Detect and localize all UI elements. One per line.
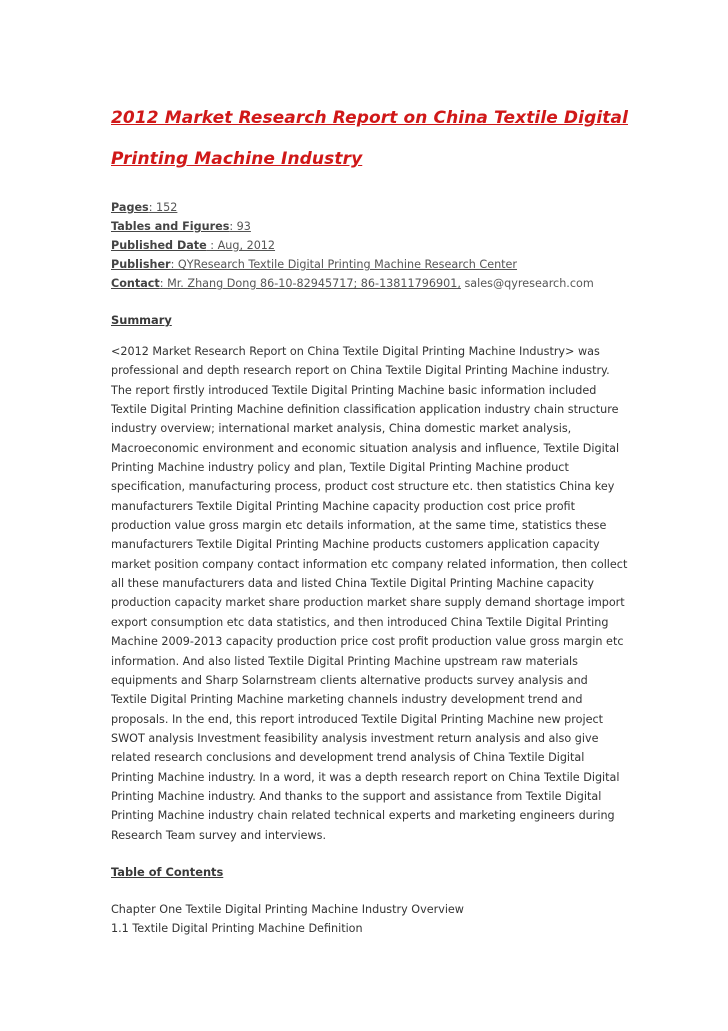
summary-line: Printing Machine industry chain related technical experts and marketing engineers during: [111, 809, 615, 823]
tables-figures-value: : 93: [229, 220, 251, 233]
summary-line: proposals. In the end, this report introduced Textile Digital Printing Machine new project: [111, 712, 603, 726]
summary-line: information. And also listed Textile Digital Printing Machine upstream raw materials: [111, 654, 578, 668]
document-title: [111, 98, 626, 180]
pages-label: Pages: [111, 201, 149, 214]
summary-line: Macroeconomic environment and economic situation analysis and influence, Textile Digital: [111, 441, 620, 455]
summary-line: Research Team survey and interviews.: [111, 828, 327, 842]
summary-text: [111, 342, 626, 845]
report-metadata: [111, 198, 626, 293]
pages-row: [111, 198, 626, 217]
published-date-row: [111, 236, 626, 255]
summary-line: specification, manufacturing process, product cost structure etc. then statistics China key: [111, 480, 615, 494]
published-date-label: Published Date: [111, 239, 207, 252]
summary-line: <2012 Market Research Report on China Textile Digital Printing Machine Industry> was: [111, 345, 600, 358]
summary-line: all these manufacturers data and listed China Textile Digital Printing Machine capacity: [111, 577, 595, 591]
toc-entry: 1.1 Textile Digital Printing Machine Definition: [111, 921, 363, 935]
document-content: [111, 98, 626, 938]
summary-line: related research conclusions and development trend analysis of China Textile Digital: [111, 751, 585, 765]
summary-line: export consumption etc data statistics, and then introduced China Textile Digital Printing: [111, 615, 609, 629]
summary-line: equipments and Sharp Solarnstream clients alternative products survey analysis and: [111, 673, 588, 687]
contact-value: : Mr. Zhang Dong 86-10-82945717; 86-13811796901,: [159, 277, 461, 290]
table-of-contents: [111, 900, 626, 938]
contact-row: [111, 274, 626, 293]
document-title-line-2: Printing Machine Industry: [111, 149, 363, 169]
pages-value: : 152: [148, 201, 178, 214]
summary-line: professional and depth research report on China Textile Digital Printing Machine industry.: [111, 364, 610, 378]
summary-line: market position company contact information etc company related information, then collect: [111, 557, 628, 571]
document-title-line-1: 2012 Market Research Report on China Textile Digital: [111, 108, 628, 128]
summary-line: manufacturers Textile Digital Printing Machine capacity production cost price profit: [111, 499, 575, 513]
publisher-label: Publisher: [111, 258, 171, 271]
toc-entry: Chapter One Textile Digital Printing Machine Industry Overview: [111, 902, 464, 916]
summary-line: Printing Machine industry policy and plan, Textile Digital Printing Machine product: [111, 461, 569, 475]
summary-line: Textile Digital Printing Machine definition classification application industry chain structure: [111, 403, 619, 417]
summary-line: The report firstly introduced Textile Digital Printing Machine basic information included: [111, 383, 597, 397]
summary-line: production value gross margin etc details information, at the same time, statistics these: [111, 519, 607, 533]
publisher-value: : QYResearch Textile Digital Printing Machine Research Center: [170, 258, 518, 271]
summary-line: manufacturers Textile Digital Printing Machine products customers application capacity: [111, 538, 600, 552]
table-of-contents-heading: Table of Contents: [111, 864, 224, 879]
summary-line: industry overview; international market analysis, China domestic market analysis,: [111, 422, 572, 436]
summary-heading: Summary: [111, 313, 172, 327]
tables-figures-label: Tables and Figures: [111, 220, 230, 233]
summary-line: production capacity market share production market share supply demand shortage import: [111, 596, 625, 610]
summary-line: Textile Digital Printing Machine marketing channels industry development trend and: [111, 693, 583, 707]
contact-label: Contact: [111, 277, 160, 290]
published-date-value: : Aug, 2012: [206, 239, 276, 252]
publisher-row: [111, 255, 626, 274]
summary-line: Printing Machine industry. In a word, it was a depth research report on China Textile Digital: [111, 770, 620, 784]
contact-email: sales@qyresearch.com: [460, 277, 594, 290]
tables-figures-row: [111, 217, 626, 236]
summary-line: Machine 2009-2013 capacity production price cost profit production value gross margin etc: [111, 635, 624, 649]
summary-line: SWOT analysis Investment feasibility analysis investment return analysis and also give: [111, 731, 599, 745]
summary-line: Printing Machine industry. And thanks to the support and assistance from Textile Digital: [111, 789, 602, 803]
